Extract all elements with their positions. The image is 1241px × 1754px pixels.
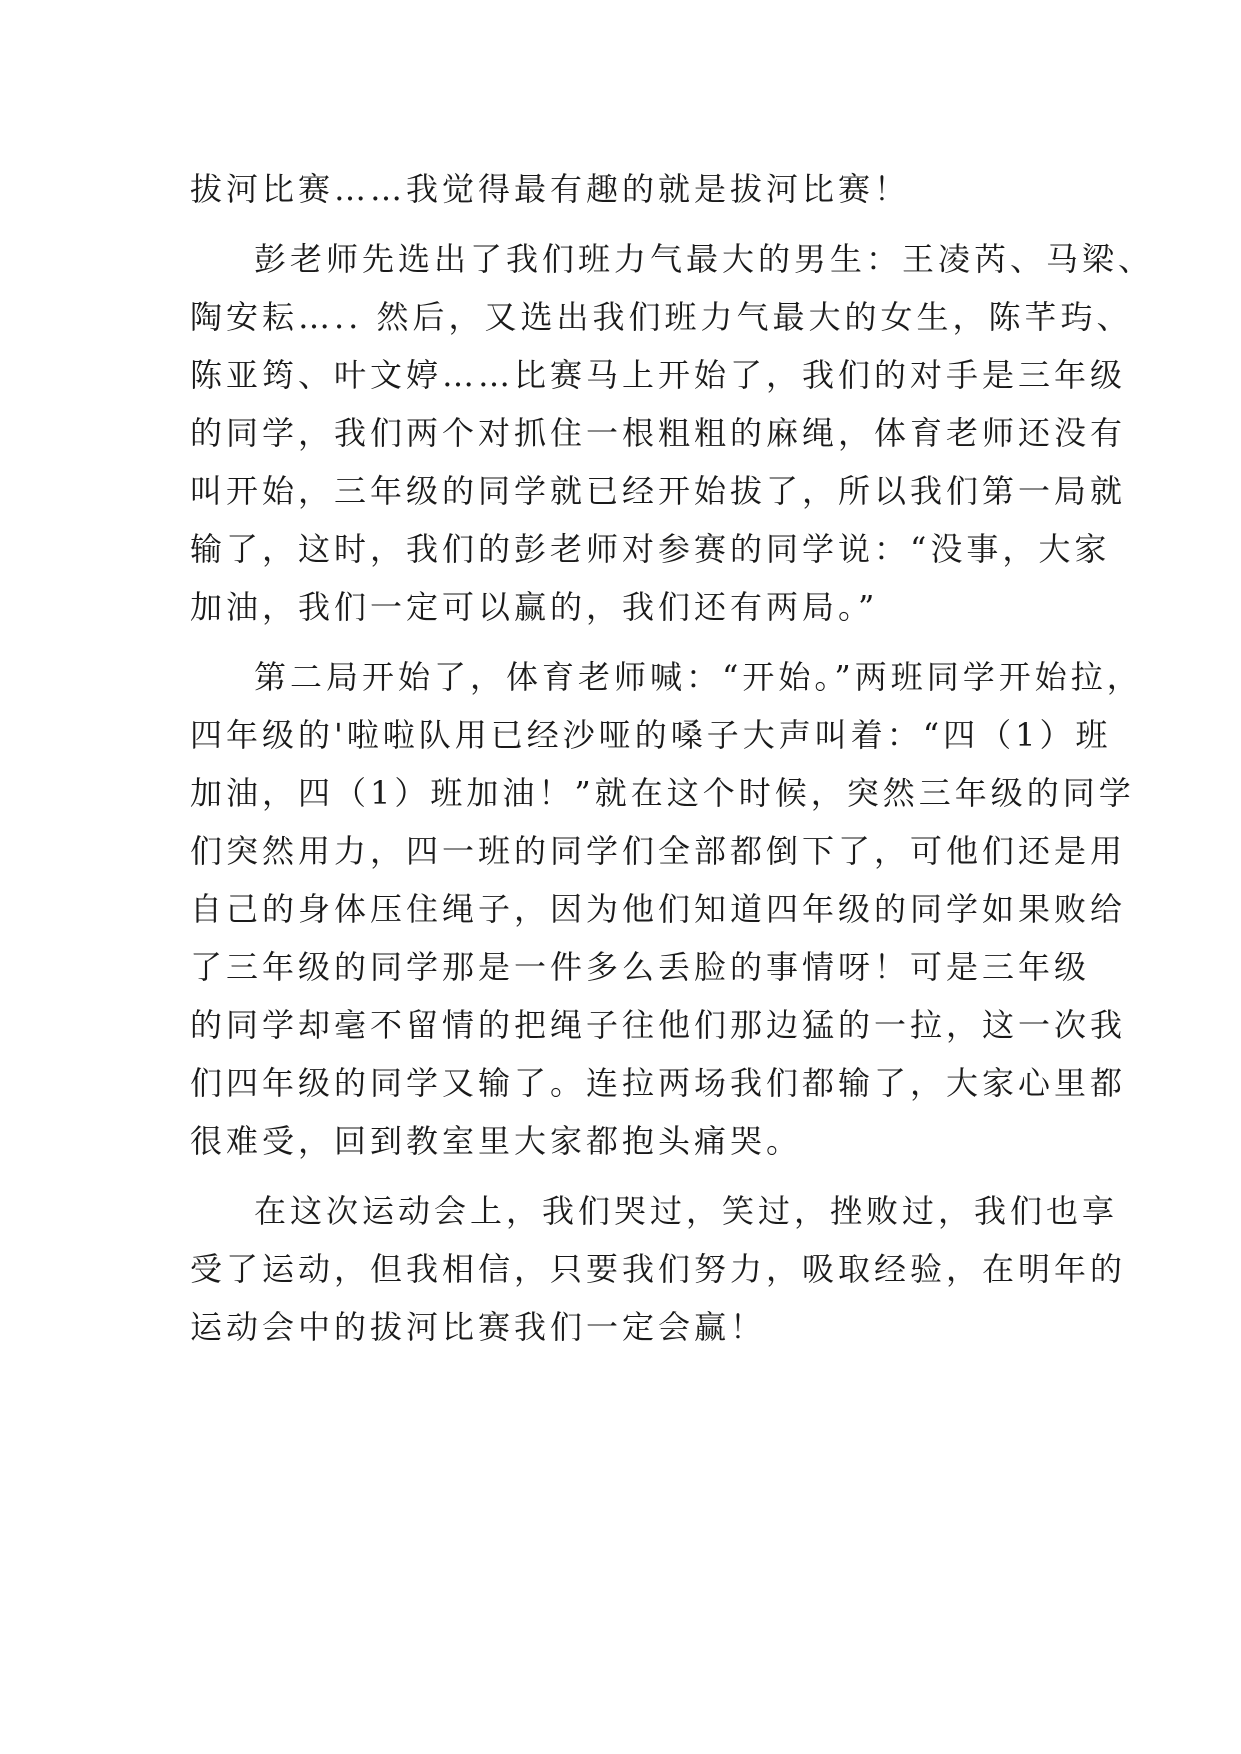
text-line: 运动会中的拔河比赛我们一定会赢！ — [190, 1308, 767, 1346]
text-line: 彭老师先选出了我们班力气最大的男生：王凌芮、马梁、 — [254, 240, 1155, 278]
text-line: 陶安耘….. 然后，又选出我们班力气最大的女生，陈芊玙、 — [190, 298, 1133, 336]
text-line: 拔河比赛……我觉得最有趣的就是拔河比赛！ — [190, 170, 911, 208]
paragraph-spacer — [190, 1170, 1070, 1182]
text-line: 叫开始，三年级的同学就已经开始拔了，所以我们第一局就 — [190, 472, 1127, 510]
text-line: 受了运动，但我相信，只要我们努力，吸取经验，在明年的 — [190, 1250, 1127, 1288]
text-line: 的同学却毫不留情的把绳子往他们那边猛的一拉，这一次我 — [190, 1006, 1127, 1044]
text-line: 陈亚筠、叶文婷……比赛马上开始了，我们的对手是三年级 — [190, 356, 1127, 394]
text-line: 在这次运动会上，我们哭过，笑过，挫败过，我们也享 — [254, 1192, 1119, 1230]
text-line: 输了，这时，我们的彭老师对参赛的同学说：“没事，大家 — [190, 530, 1111, 568]
text-line: 第二局开始了，体育老师喊：“开始。”两班同学开始拉， — [254, 658, 1143, 696]
text-line: 四年级的'啦啦队用已经沙哑的嗓子大声叫着：“四（1）班 — [190, 716, 1112, 754]
text-line: 很难受，回到教室里大家都抱头痛哭。 — [190, 1122, 803, 1160]
text-line: 加油，四（1）班加油！”就在这个时候，突然三年级的同学 — [190, 774, 1135, 812]
text-line: 的同学，我们两个对抓住一根粗粗的麻绳，体育老师还没有 — [190, 414, 1127, 452]
text-line: 了三年级的同学那是一件多么丢脸的事情呀！可是三年级 — [190, 948, 1091, 986]
text-line: 加油，我们一定可以赢的，我们还有两局。” — [190, 588, 879, 626]
text-line: 们突然用力，四一班的同学们全部都倒下了，可他们还是用 — [190, 832, 1127, 870]
paragraph-spacer — [190, 636, 1070, 648]
essay-body — [190, 160, 1155, 1356]
text-line: 自己的身体压住绳子，因为他们知道四年级的同学如果败给 — [190, 890, 1127, 928]
text-line: 们四年级的同学又输了。连拉两场我们都输了，大家心里都 — [190, 1064, 1127, 1102]
paragraph-spacer — [190, 218, 1070, 230]
